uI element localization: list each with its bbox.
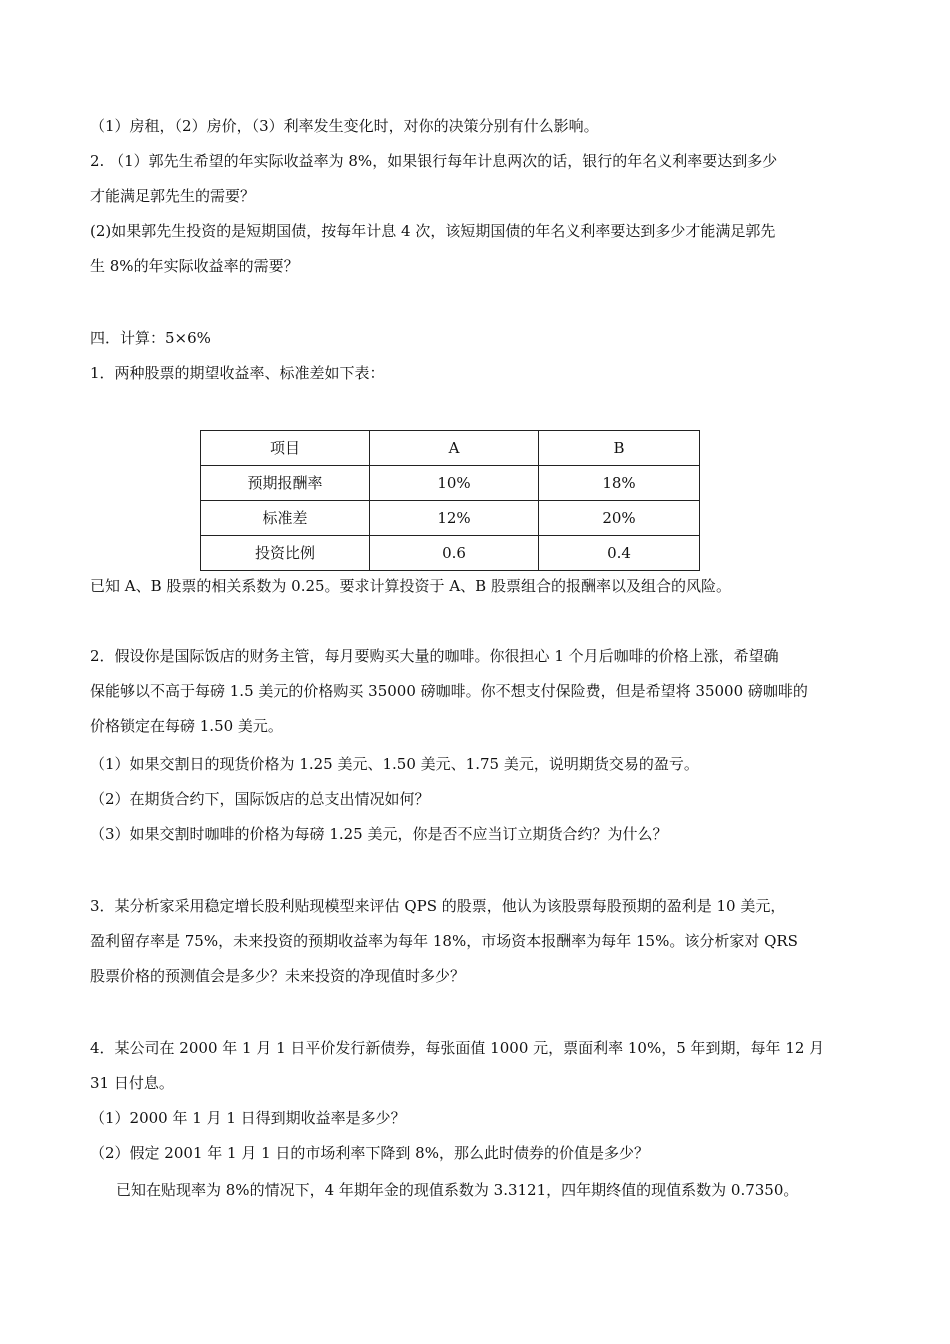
table-cell: 预期报酬率 bbox=[201, 466, 370, 501]
question-heading: 1．两种股票的期望收益率、标准差如下表： bbox=[90, 364, 385, 382]
text-line: 股票价格的预测值会是多少？未来投资的净现值时多少？ bbox=[90, 967, 466, 985]
sub-question: （1）2000 年 1 月 1 日得到期收益率是多少？ bbox=[90, 1109, 406, 1127]
text-line: 保能够以不高于每磅 1.5 美元的价格购买 35000 磅咖啡。你不想支付保险费，但是希望将 35000 磅咖啡的 bbox=[90, 682, 808, 700]
table-header-cell: 项目 bbox=[201, 431, 370, 466]
table-header-cell: B bbox=[539, 431, 700, 466]
table-cell: 0.6 bbox=[370, 536, 539, 571]
text-line: 31 日付息。 bbox=[90, 1074, 174, 1092]
table-cell: 投资比例 bbox=[201, 536, 370, 571]
sub-question: （1）如果交割日的现货价格为 1.25 美元、1.50 美元、1.75 美元，说明期货交易的盈亏。 bbox=[90, 755, 699, 773]
table-row bbox=[201, 466, 700, 501]
question-heading: 2．假设你是国际饭店的财务主管，每月要购买大量的咖啡。你很担心 1 个月后咖啡的价格上涨，希望确 bbox=[90, 647, 779, 665]
text-line: 生 8%的年实际收益率的需要？ bbox=[90, 257, 299, 275]
text-line: （1）房租，（2）房价，（3）利率发生变化时，对你的决策分别有什么影响。 bbox=[90, 117, 599, 135]
table-header-cell: A bbox=[370, 431, 539, 466]
table-cell: 20% bbox=[539, 501, 700, 536]
table-cell: 12% bbox=[370, 501, 539, 536]
table-row bbox=[201, 536, 700, 571]
table-header-row bbox=[201, 431, 700, 466]
table-cell: 10% bbox=[370, 466, 539, 501]
sub-question: （2）在期货合约下，国际饭店的总支出情况如何？ bbox=[90, 790, 430, 808]
text-line: 2. （1）郭先生希望的年实际收益率为 8%，如果银行每年计息两次的话，银行的年名义利率要达到多少 bbox=[90, 152, 778, 170]
table-cell: 18% bbox=[539, 466, 700, 501]
sub-question: （3）如果交割时咖啡的价格为每磅 1.25 美元，你是否不应当订立期货合约？为什么？ bbox=[90, 825, 668, 843]
section-heading: 四．计算：5×6% bbox=[90, 329, 211, 347]
stock-table bbox=[200, 430, 700, 571]
text-line: 价格锁定在每磅 1.50 美元。 bbox=[90, 717, 283, 735]
text-line: 已知在贴现率为 8%的情况下，4 年期年金的现值系数为 3.3121，四年期终值的现值系数为 0.7350。 bbox=[116, 1181, 799, 1199]
question-heading: 4．某公司在 2000 年 1 月 1 日平价发行新债券，每张面值 1000 元，票面利率 10%，5 年到期，每年 12 月 bbox=[90, 1039, 825, 1057]
text-line: 才能满足郭先生的需要？ bbox=[90, 187, 256, 205]
table-cell: 标准差 bbox=[201, 501, 370, 536]
text-line: 已知 A、B 股票的相关系数为 0.25。要求计算投资于 A、B 股票组合的报酬率以及组合的风险。 bbox=[90, 577, 731, 595]
table-cell: 0.4 bbox=[539, 536, 700, 571]
table-row bbox=[201, 501, 700, 536]
text-line: (2)如果郭先生投资的是短期国债，按每年计息 4 次，该短期国债的年名义利率要达到多少才能满足郭先 bbox=[90, 222, 776, 240]
sub-question: （2）假定 2001 年 1 月 1 日的市场利率下降到 8%，那么此时债券的价值是多少？ bbox=[90, 1144, 649, 1162]
text-line: 盈利留存率是 75%，未来投资的预期收益率为每年 18%，市场资本报酬率为每年 15%。该分析家对 QRS bbox=[90, 932, 798, 950]
question-heading: 3．某分析家采用稳定增长股利贴现模型来评估 QPS 的股票，他认为该股票每股预期的盈利是 10 美元， bbox=[90, 897, 786, 915]
